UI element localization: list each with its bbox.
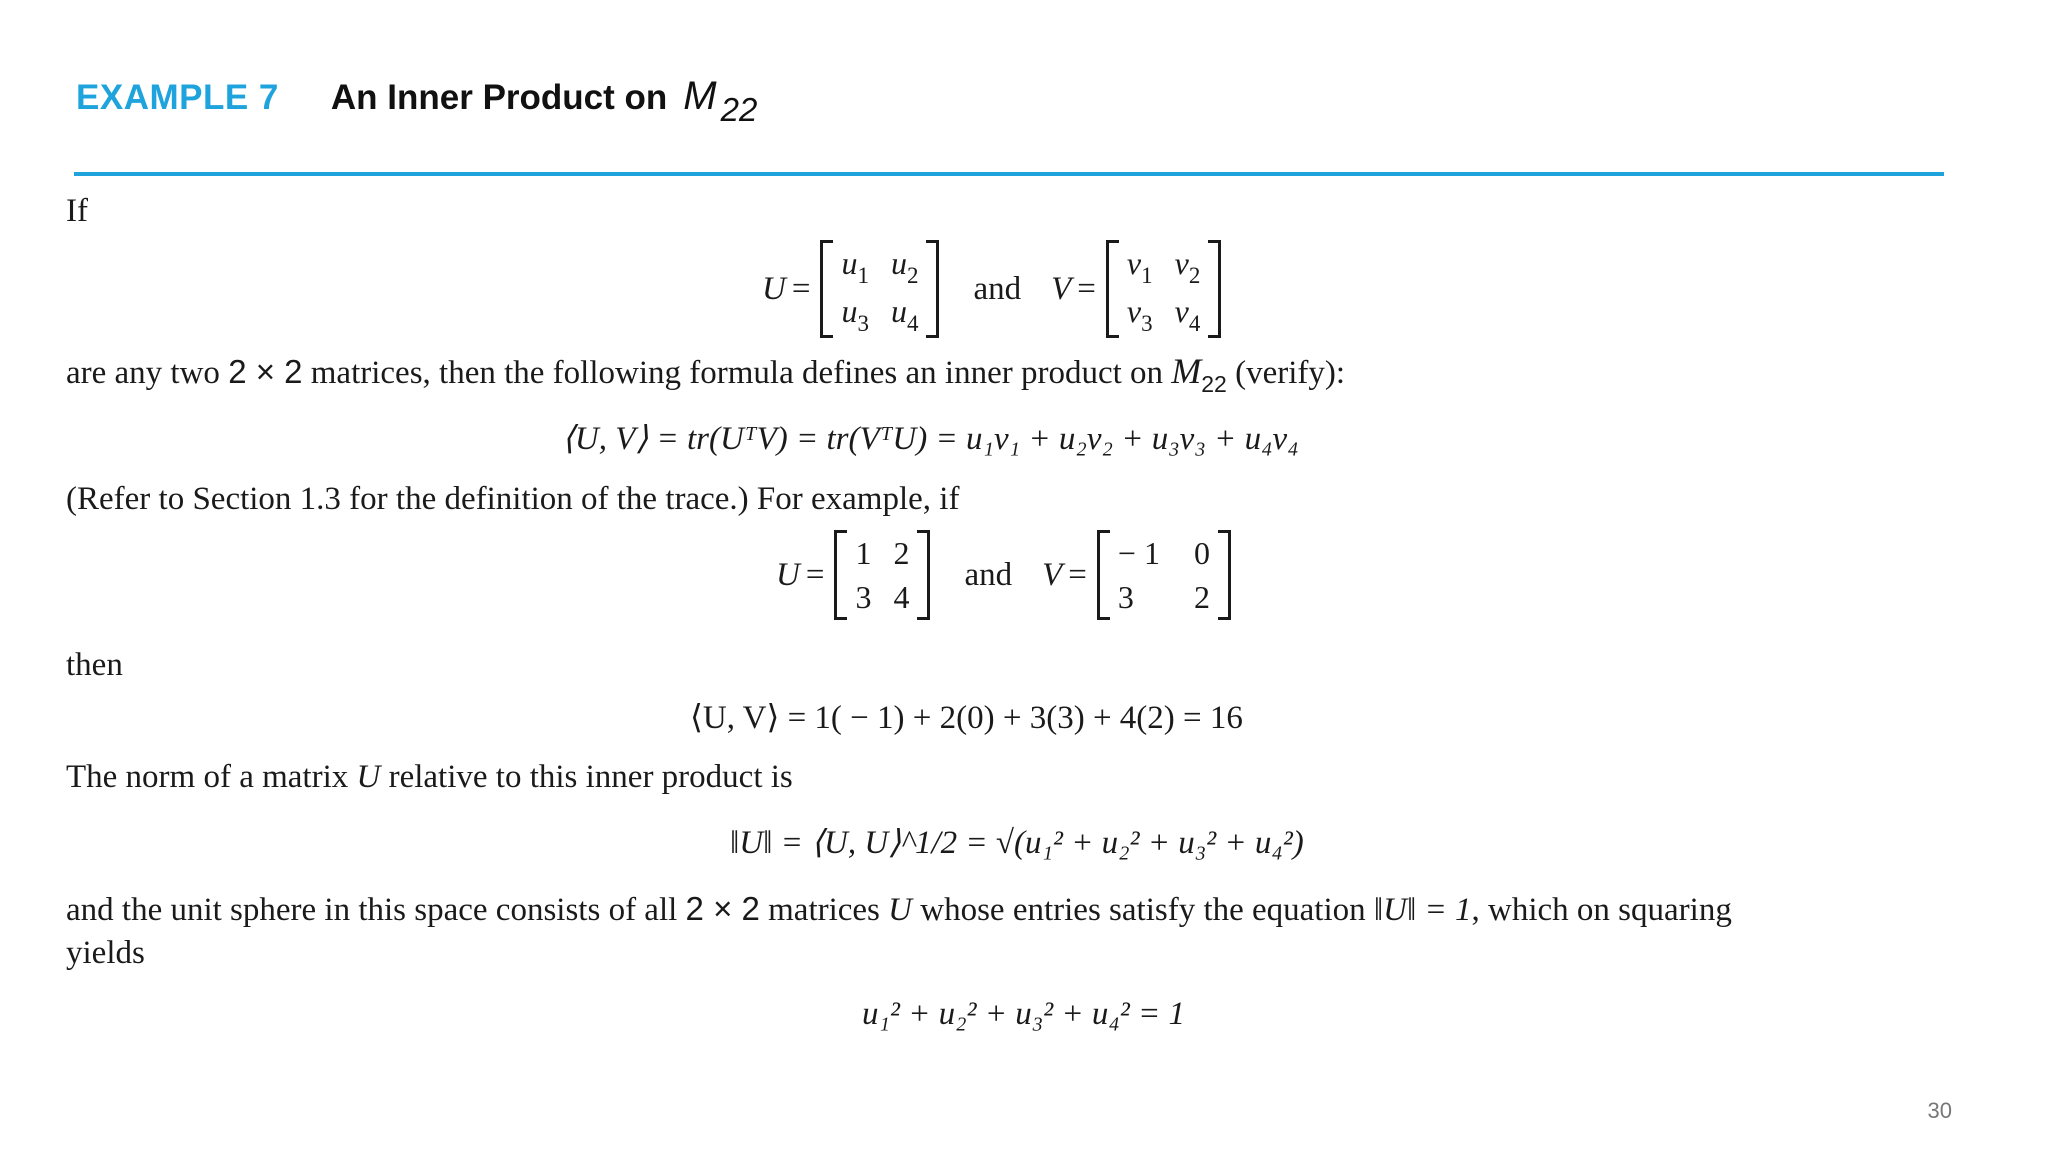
text-yields: yields xyxy=(66,935,145,971)
matrix-u-name: U xyxy=(762,270,786,307)
text-if: If xyxy=(66,193,88,229)
matrix-v-name: V xyxy=(1051,270,1072,307)
example-header xyxy=(76,74,757,134)
matrix-cell: $u_3$ xyxy=(841,293,869,336)
matrix-cell: 2 xyxy=(893,535,910,571)
matrix-cell: 3 xyxy=(1117,579,1134,615)
matrix-cell: $u_4$ xyxy=(890,293,919,336)
matrix-cell: − 1 xyxy=(1117,535,1160,571)
matrix-cell: 4 xyxy=(893,579,910,615)
matrix-cell: $u_1$ xyxy=(841,245,869,288)
matrix-u-symbolic xyxy=(820,240,939,338)
matrix-cell: $v_3$ xyxy=(1126,293,1153,336)
text-are-any-two: are any two 2 × 2 matrices, then the following formula defines an inner product on $M_{22}$ (verify): xyxy=(66,351,1346,397)
formula-norm: ‖U‖ = ⟨U, U⟩^1/2 = √(u₁² + u₂² + u₃² + u₄²) xyxy=(730,825,1304,861)
matrix-cell: 3 xyxy=(855,579,872,615)
text-refer-section: (Refer to Section 1.3 for the definition of the trace.) For example, if xyxy=(66,481,960,517)
matrix-cell: $v_2$ xyxy=(1174,245,1201,288)
example-title-math: M $_{22}$ xyxy=(683,74,758,128)
formula-unit-sphere: u₁² + u₂² + u₃² + u₄² = 1 xyxy=(862,996,1186,1032)
matrix-cell: 0 xyxy=(1193,535,1210,571)
formula-inner-product: ⟨U, V⟩ = tr(UᵀV) = tr(VᵀU) = u₁v₁ + u₂v₂ + u₃v₃ + u₄v₄ xyxy=(562,421,1299,457)
formula-example-value: ⟨U, V⟩ = 1( − 1) + 2(0) + 3(3) + 4(2) = 16 xyxy=(690,700,1243,736)
and-word: and xyxy=(964,556,1013,593)
matrix-v-numeric xyxy=(1097,530,1231,620)
matrix-cell: $v_4$ xyxy=(1174,293,1201,336)
and-word: and xyxy=(973,270,1022,307)
example-title: An Inner Product on xyxy=(330,78,668,117)
matrix-cell: $u_2$ xyxy=(890,245,919,288)
matrix-u-numeric xyxy=(834,530,930,620)
numeric-matrices-line: U = 1 2 3 4 and V = − 1 0 3 2 xyxy=(776,530,1235,620)
page-number: 30 xyxy=(1927,1098,1952,1123)
matrix-definition-line: U = $u_1$ $u_2$ $u_3$ $u_4$ and V = $v_1$ $v_2$ $v_3$ $v_4$ xyxy=(762,240,1225,338)
text-unit-sphere: and the unit sphere in this space consists of all 2 × 2 matrices U whose entries satisfy the equation ‖U‖ = 1, which on squaring xyxy=(66,890,1732,928)
matrix-cell: 2 xyxy=(1193,579,1210,615)
example-label: EXAMPLE 7 xyxy=(76,78,279,117)
text-norm-line: The norm of a matrix U relative to this inner product is xyxy=(66,759,793,795)
matrix-v-symbolic xyxy=(1106,240,1221,338)
text-then: then xyxy=(66,647,123,683)
matrix-cell: $v_1$ xyxy=(1126,245,1153,288)
matrix-cell: 1 xyxy=(855,535,872,571)
header-divider xyxy=(74,172,1944,176)
